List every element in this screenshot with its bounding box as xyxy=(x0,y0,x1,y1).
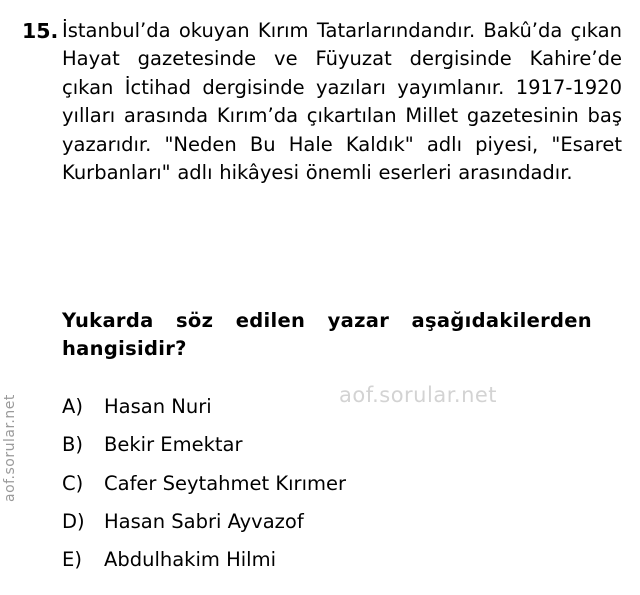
option-letter: A) xyxy=(62,395,83,418)
option-letter: C) xyxy=(62,471,84,495)
option-c[interactable] xyxy=(62,471,602,497)
option-d[interactable] xyxy=(62,509,602,535)
option-letter: D) xyxy=(62,509,85,533)
option-label: Abdulhakim Hilmi xyxy=(104,548,276,572)
side-watermark: aof.sorular.net xyxy=(2,394,18,502)
option-e[interactable] xyxy=(62,547,602,573)
option-label: Bekir Emektar xyxy=(104,433,243,457)
question-block xyxy=(22,17,622,188)
options-list xyxy=(62,394,602,574)
option-label: Hasan Sabri Ayvazof xyxy=(104,509,304,533)
option-label: Cafer Seytahmet Kırımer xyxy=(104,471,346,495)
question-prompt: Yukarda söz edilen yazar aşağıdakilerden hangisidir? xyxy=(62,309,592,361)
question-text: İstanbul’da okuyan Kırım Tatarlarındandır. Bakû’da çıkan Hayat gazetesinde ve Füyuzat dergisinde Kahire’de çıkan İctihad dergisinde yazıları yayımlanır. 1917-1920 yılları arasında Kırım’da çıkartılan Millet gazetesinin baş yazarıdır. "Neden Bu Hale Kaldık" adlı piyesi, "Esaret Kurbanları" adlı hikâyesi önemli eserleri arasındadır. xyxy=(62,19,622,185)
option-a[interactable] xyxy=(62,394,602,420)
option-letter: E) xyxy=(62,548,82,572)
center-watermark: aof.sorular.net xyxy=(339,383,498,407)
option-b[interactable] xyxy=(62,432,602,458)
option-letter: B) xyxy=(62,433,83,457)
option-label: Hasan Nuri xyxy=(104,395,212,418)
question-number: 15. xyxy=(22,19,59,43)
